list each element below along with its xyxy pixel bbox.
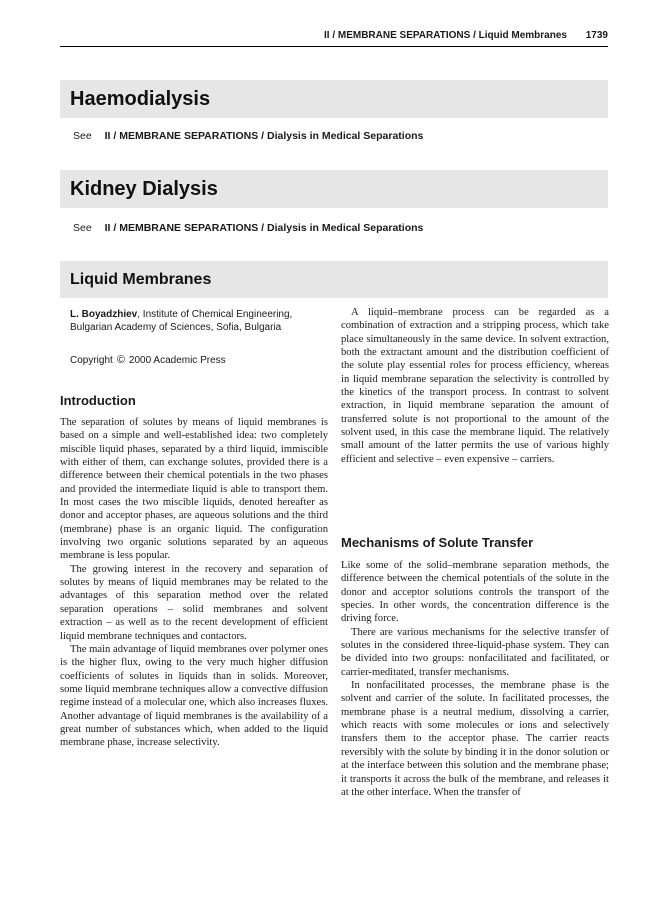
entry-title-kidney-dialysis: Kidney Dialysis [60,170,608,208]
paragraph: Like some of the solid–membrane separation methods, the difference between the chemical potentials of the solute in the donor and acceptor solutions controls the transport of the species. In other words, the concentration difference is the driving force. [341,560,609,625]
see-reference-haemodialysis [73,129,423,143]
running-head-section: II / MEMBRANE SEPARATIONS / Liquid Membranes [323,30,567,41]
see-label: See [73,130,92,142]
cross-reference-link[interactable]: II / MEMBRANE SEPARATIONS / Dialysis in Medical Separations [104,130,424,142]
introduction-column [60,416,328,750]
section-heading-mechanisms: Mechanisms of Solute Transfer [341,535,534,550]
copyright-icon: © [116,354,125,366]
see-label: See [73,222,92,234]
right-intro-column [341,306,609,466]
paragraph: In nonfacilitated processes, the membrane phase is the solvent and carrier of the solute. In facilitated processes, the membrane phase is a neutral medium, dissolving a carrier, which reacts with some molecules or ions and selectively transfers them to the acceptor phase. The carrier reacts reversibly with the solute by binding it in the donor solution or at the interface between this solution and the membrane phase; it transports it across the bulk of the membrane, and releases it at the other interface. When the transfer of [341,680,609,798]
section-heading-introduction: Introduction [60,393,136,408]
running-head [60,30,608,44]
copyright-line [70,354,310,367]
cross-reference-link[interactable]: II / MEMBRANE SEPARATIONS / Dialysis in Medical Separations [104,222,424,234]
page-number: 1739 [585,30,608,41]
copyright-text: 2000 Academic Press [128,355,226,366]
article-title: Liquid Membranes [60,261,608,298]
paragraph: There are various mechanisms for the selective transfer of solutes in the considered three-liquid-phase system. They can be divided into two groups: nonfacilitated and facilitated, or carrier-meditated, transfer mechanisms. [341,626,609,678]
mechanisms-column [341,559,609,799]
see-reference-kidney-dialysis [73,221,423,235]
paragraph: A liquid–membrane process can be regarded as a combination of extraction and a stripping process, which take place simultaneously in the same device. In solvent extraction, both the extractant amount and the distribution coefficient of the solute play essential roles for process efficiency, whereas in liquid membrane separation the selectivity is controlled by the kinetics of the transport process. In contrast to solvent extraction, in liquid membrane separation the amount of transferred solute is not proportional to the amount of the solvent used, in this case the membrane liquid. The relatively small amount of the latter permits the use of various highly efficient and selective – even expensive – carriers. [341,307,609,465]
paragraph: The main advantage of liquid membranes over polymer ones is the higher flux, owing to the very much higher diffusion coefficients of solutes in liquids than in solids. Moreover, some liquid membrane techniques allow a convective diffusion regime instead of a molecular one, which also increases fluxes. Another advantage of liquid membranes is the availability of a great number of substances which, when added to the liquid membrane phase, increase selectivity. [60,643,328,749]
copyright-label: Copyright [70,355,113,366]
author-block [70,308,310,334]
author-name: L. Boyadzhiev [70,309,138,320]
author-affiliation: , Institute of Chemical Engineering, Bulgarian Academy of Sciences, Sofia, Bulgaria [70,309,293,333]
header-rule [60,46,608,47]
paragraph: The separation of solutes by means of liquid membranes is based on a simple and well-established idea: two completely miscible liquid phases, separated by a third liquid, immiscible with either of them, can exchange solutes, provided there is a difference between their chemical potentials in the two phases and provided the intermediate liquid is able to transport them. In most cases the two miscible liquids, denoted hereafter as donor and acceptor phases, are aqueous solutions and the third (membrane) phase is an organic liquid. The configuration involving two organic solutions separated by an aqueous membrane is less popular. [60,417,328,562]
entry-title-haemodialysis: Haemodialysis [60,80,608,118]
paragraph: The growing interest in the recovery and separation of solutes by means of liquid membranes may be related to the advantages of this separation method over the related separation operations – solid membranes and solvent extraction – as well as to the recent development of efficient liquid membrane techniques and contactors. [60,563,328,642]
